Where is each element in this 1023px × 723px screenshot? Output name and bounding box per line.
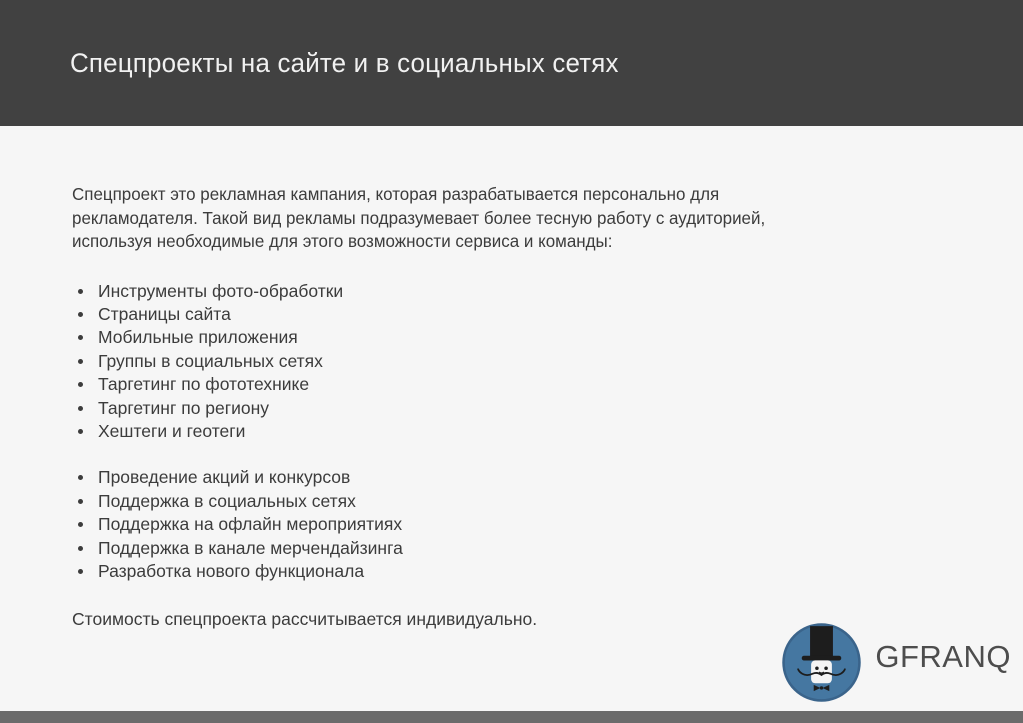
list-item [72, 537, 1023, 560]
list-item [72, 560, 1023, 583]
intro-paragraph-line: Спецпроект это рекламная кампания, которая разрабатывается персонально для [72, 184, 720, 204]
list-item-text: Поддержка в социальных сетях [98, 490, 356, 511]
list-item-text: Поддержка в канале мерчендайзинга [98, 537, 403, 558]
right-eye [825, 666, 829, 670]
bullet-icon [78, 522, 83, 527]
left-eye [816, 666, 820, 670]
bullet-icon [78, 359, 83, 364]
bowtie-knot [820, 686, 823, 689]
intro-paragraph-line: используя необходимые для этого возможности сервиса и команды: [72, 231, 613, 251]
bullet-icon [78, 499, 83, 504]
list-item-text: Страницы сайта [98, 303, 231, 324]
hat-crown [810, 626, 833, 659]
list-item [72, 490, 1023, 513]
slide-header [0, 0, 1023, 126]
hat-brim [802, 656, 842, 661]
face [811, 660, 832, 683]
bullet-icon [78, 475, 83, 480]
intro-paragraph [72, 183, 994, 254]
bullet-icon [78, 382, 83, 387]
page-title: Спецпроекты на сайте и в социальных сетях [70, 47, 619, 78]
list-item-text: Инструменты фото-обработки [98, 280, 344, 301]
list-item [72, 466, 1023, 489]
gfranq-gentleman-icon [782, 623, 861, 702]
list-item [72, 397, 1023, 420]
slide-body [0, 183, 1023, 630]
list-item [72, 326, 1023, 349]
bullet-icon [78, 289, 83, 294]
bullet-icon [78, 335, 83, 340]
list-item-text: Хештеги и геотеги [98, 420, 246, 441]
list-item-text: Мобильные приложения [98, 327, 298, 348]
list-item-text: Таргетинг по фототехнике [98, 374, 310, 395]
gfranq-logo [782, 623, 1011, 702]
bottom-bar [0, 711, 1023, 723]
list-item [72, 420, 1023, 443]
bullet-icon [78, 312, 83, 317]
list-item [72, 280, 1023, 303]
services-list [72, 280, 1023, 444]
list-item-text: Поддержка на офлайн мероприятиях [98, 514, 403, 535]
bullet-icon [78, 546, 83, 551]
list-item-text: Проведение акций и конкурсов [98, 467, 351, 488]
list-item-text: Разработка нового функционала [98, 560, 365, 581]
bullet-icon [78, 569, 83, 574]
pricing-note: Стоимость спецпроекта рассчитывается индивидуально. [72, 609, 538, 630]
bullet-icon [78, 429, 83, 434]
list-item-text: Группы в социальных сетях [98, 350, 323, 371]
list-item [72, 373, 1023, 396]
list-item [72, 513, 1023, 536]
bullet-icon [78, 406, 83, 411]
brand-wordmark: GFRANQ [875, 639, 1011, 674]
list-item [72, 350, 1023, 373]
list-item [72, 303, 1023, 326]
nose [820, 672, 824, 673]
list-item-text: Таргетинг по региону [98, 397, 270, 418]
support-list [72, 466, 1023, 583]
intro-paragraph-line: рекламодателя. Такой вид рекламы подразумевает более тесную работу с аудиторией, [72, 207, 766, 228]
